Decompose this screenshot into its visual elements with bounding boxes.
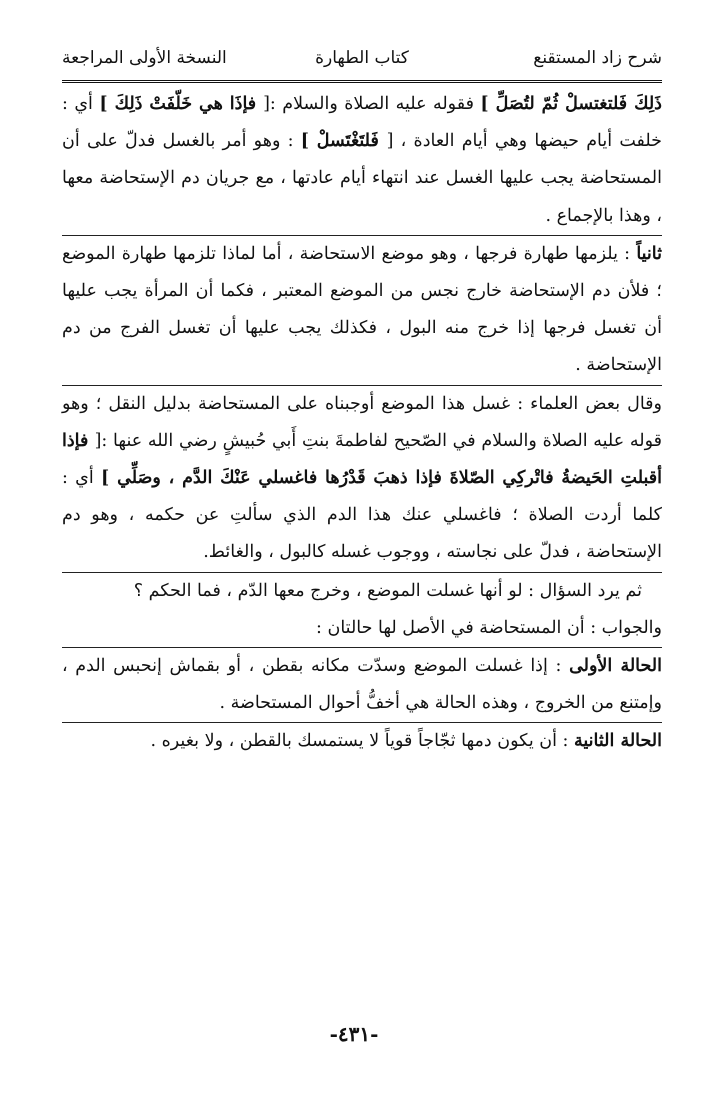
page-body: [62, 86, 662, 761]
text-segment: : إذا غسلت الموضع وسدّت مكانه بقطن ، أو بقماش إنحبس الدم ، وإمتنع من الخروج ، وهذه الحالة هي أخفُّ أحوال المستحاضة .: [62, 656, 662, 714]
bold-text-segment: الحالة الثانية: [574, 731, 662, 752]
bold-text-segment: ثانياً: [636, 243, 662, 264]
book-title: شرح زاد المستقنع: [533, 48, 662, 68]
bold-text-segment: فَلتَغْتَسلْ ]: [300, 131, 387, 152]
text-segment: وقال بعض العلماء : غسل هذا الموضع أوجبناه على المستحاضة بدليل النقل ؛ وهو قوله عليه الصلاة والسلام في الصّحيح لفاطمةَ بنتِ أَبي حُبيشٍ رضي الله عنها :[: [62, 393, 662, 451]
text-segment: أي : خلفت أيام حيضها وهي أيام العادة ، [: [62, 94, 662, 152]
paragraph: [62, 722, 662, 760]
chapter-title: كتاب الطهارة: [315, 48, 409, 68]
text-segment: ثم يرد السؤال : لو أنها غسلت الموضع ، وخرج معها الدّم ، فما الحكم ؟: [133, 580, 642, 601]
page-number: -٤٣١-: [329, 1022, 379, 1046]
paragraph: [62, 385, 662, 572]
text-segment: : وهو أمر بالغسل فدلّ على أن المستحاضة يجب عليها الغسل عند انتهاء أيام عادتها ، مع جريان دم الإستحاضة معها ، وهذا بالإجماع .: [62, 131, 662, 226]
bold-text-segment: فإذا أقبلتِ الحَيضةُ فاتْركِي الصّلاةَ فإذا ذهبَ قَدْرُها فاغسلي عَنْكَ الدَّم ، وصَلِّي ]: [62, 430, 662, 489]
edition-label: النسخة الأولى المراجعة: [62, 48, 227, 68]
text-segment: والجواب : أن المستحاضة في الأصل لها حالتان :: [316, 617, 662, 638]
paragraph: [62, 572, 662, 610]
paragraph: [62, 610, 662, 647]
bold-text-segment: ذَلِكَ فَلتغتسلْ ثُمّ لتُصَلِّ ]: [480, 94, 662, 114]
paragraph: [62, 647, 662, 722]
text-segment: : أن يكون دمها ثجّاجاً قوياً لا يستمسك بالقطن ، ولا بغيره .: [150, 731, 575, 752]
text-segment: : يلزمها طهارة فرجها ، وهو موضع الاستحاضة ، أما لماذا تلزمها طهارة الموضع ؛ فلأن دم الإستحاضة خارج نجس من الموضع المعتبر ، فكما أن المرأة يجب عليها أن تغسل فرجها إذا خرج منه البول ، فكذلك يجب عليها أن تغسل الفرج من دم الإستحاضة .: [62, 243, 662, 376]
text-segment: أي : كلما أردت الصلاة ؛ فاغسلي عنك هذا الدم الذي سألتِ عن حكمه ، وهو دم الإستحاضة ، فدلّ على نجاسته ، ووجوب غسله كالبول ، والغائط.: [62, 468, 662, 563]
bold-text-segment: الحالة الأولى: [569, 656, 663, 677]
text-segment: فقوله عليه الصلاة والسلام :[: [263, 94, 481, 114]
bold-text-segment: فإذَا هي خَلّفَتْ ذَلِكَ ]: [99, 94, 264, 114]
paragraph: [62, 86, 662, 235]
paragraph: [62, 235, 662, 385]
page-header: [62, 40, 662, 83]
